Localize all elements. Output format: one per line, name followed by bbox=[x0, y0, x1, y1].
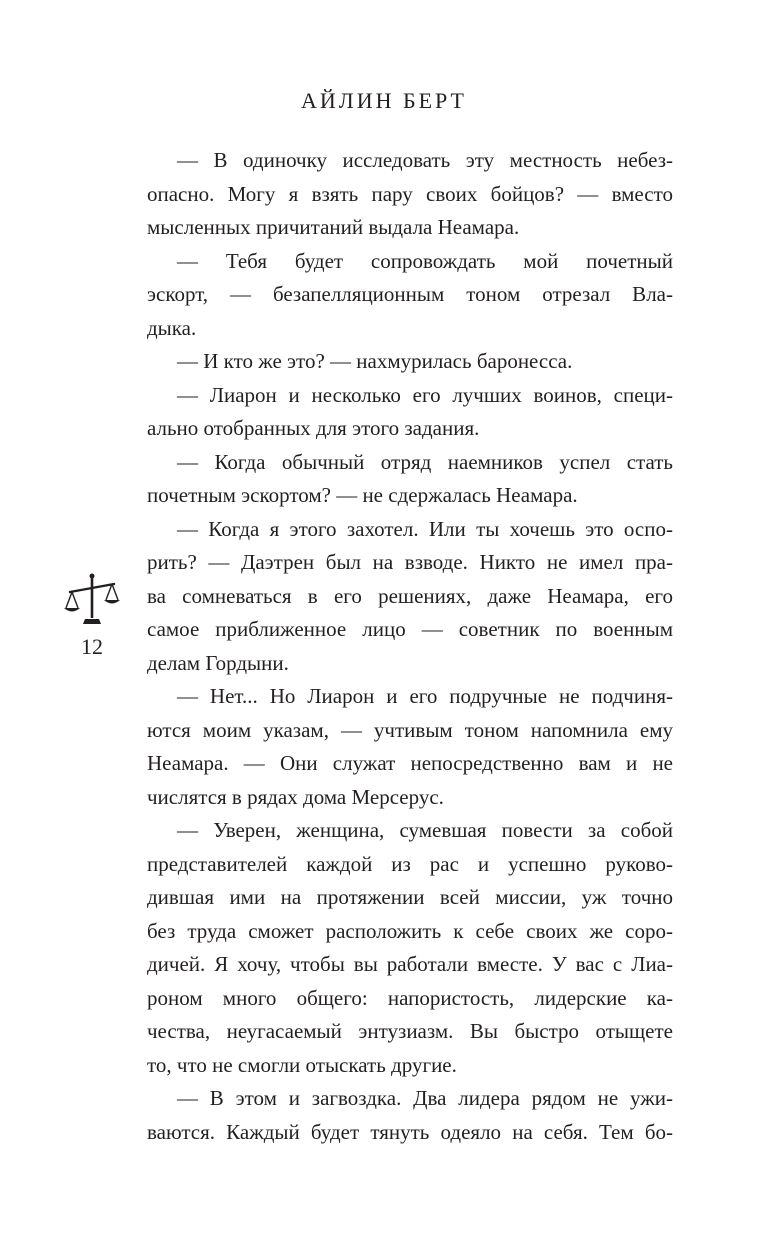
text-line: эскорт, — безапелляционным тоном отрезал Вла- bbox=[147, 282, 673, 306]
text-line: — Уверен, женщина, сумевшая повести за собой bbox=[177, 818, 673, 842]
text-line: ально отобранных для этого задания. bbox=[147, 416, 480, 440]
text-line: рить? — Даэтрен был на взводе. Никто не имел пра- bbox=[147, 550, 673, 574]
text-line: — И кто же это? — нахмурилась баронесса. bbox=[177, 349, 573, 373]
text-line: — Когда я этого захотел. Или ты хочешь это оспо- bbox=[177, 516, 673, 541]
text-line: делам Гордыни. bbox=[147, 650, 289, 675]
body-text bbox=[147, 144, 673, 1149]
text-line: мысленных причитаний выдала Неамара. bbox=[147, 215, 520, 239]
paragraph bbox=[147, 513, 673, 681]
text-line: — Лиарон и несколько его лучших воинов, специ- bbox=[177, 382, 673, 407]
page-number: 12 bbox=[81, 634, 103, 659]
running-head: АЙЛИН БЕРТ bbox=[301, 88, 467, 113]
text-line: то, что не смогли отыскать другие. bbox=[147, 1052, 457, 1077]
text-line: дыка. bbox=[147, 315, 197, 340]
text-line: роном много общего: напористость, лидерские ка- bbox=[147, 985, 673, 1010]
text-line: числятся в рядах дома Мерсерус. bbox=[147, 784, 444, 809]
text-line: дичей. Я хочу, чтобы вы работали вместе. У вас с Лиа- bbox=[147, 952, 673, 976]
text-line: — Когда обычный отряд наемников успел стать bbox=[177, 449, 673, 474]
text-line: — В одиночку исследовать эту местность небез- bbox=[177, 148, 673, 172]
paragraph bbox=[147, 379, 673, 446]
text-line: почетным эскортом? — не сдержалась Неамара. bbox=[147, 483, 578, 507]
text-line: самое приближенное лицо — советник по военным bbox=[147, 617, 673, 641]
text-line: без труда сможет расположить к себе своих же соро- bbox=[147, 918, 673, 943]
paragraph bbox=[147, 814, 673, 1082]
paragraph bbox=[147, 680, 673, 814]
text-line: чества, неугасаемый энтузиазм. Вы быстро отыщете bbox=[147, 1019, 673, 1043]
text-line: представителей каждой из рас и успешно руково- bbox=[147, 851, 673, 876]
text-line: ются моим указам, — учтивым тоном напомнила ему bbox=[147, 717, 673, 742]
text-line: — Тебя будет сопровождать мой почетный bbox=[177, 248, 673, 273]
paragraph bbox=[147, 1082, 673, 1149]
text-line: — Нет... Но Лиарон и его подручные не подчиня- bbox=[177, 684, 673, 708]
paragraph bbox=[147, 245, 673, 346]
paragraph bbox=[147, 446, 673, 513]
paragraph bbox=[147, 144, 673, 245]
text-line: ва сомневаться в его решениях, даже Неамара, его bbox=[147, 583, 673, 608]
text-line: опасно. Могу я взять пару своих бойцов? — вместо bbox=[147, 181, 673, 206]
paragraph bbox=[147, 345, 673, 379]
text-line: ваются. Каждый будет тянуть одеяло на себя. Тем бо- bbox=[147, 1119, 673, 1144]
text-line: дившая ими на протяжении всей миссии, уж точно bbox=[147, 885, 673, 909]
text-line: Неамара. — Они служат непосредственно вам и не bbox=[147, 751, 673, 775]
text-line: — В этом и загвоздка. Два лидера рядом не ужи- bbox=[177, 1086, 673, 1110]
scales-icon bbox=[62, 572, 122, 632]
